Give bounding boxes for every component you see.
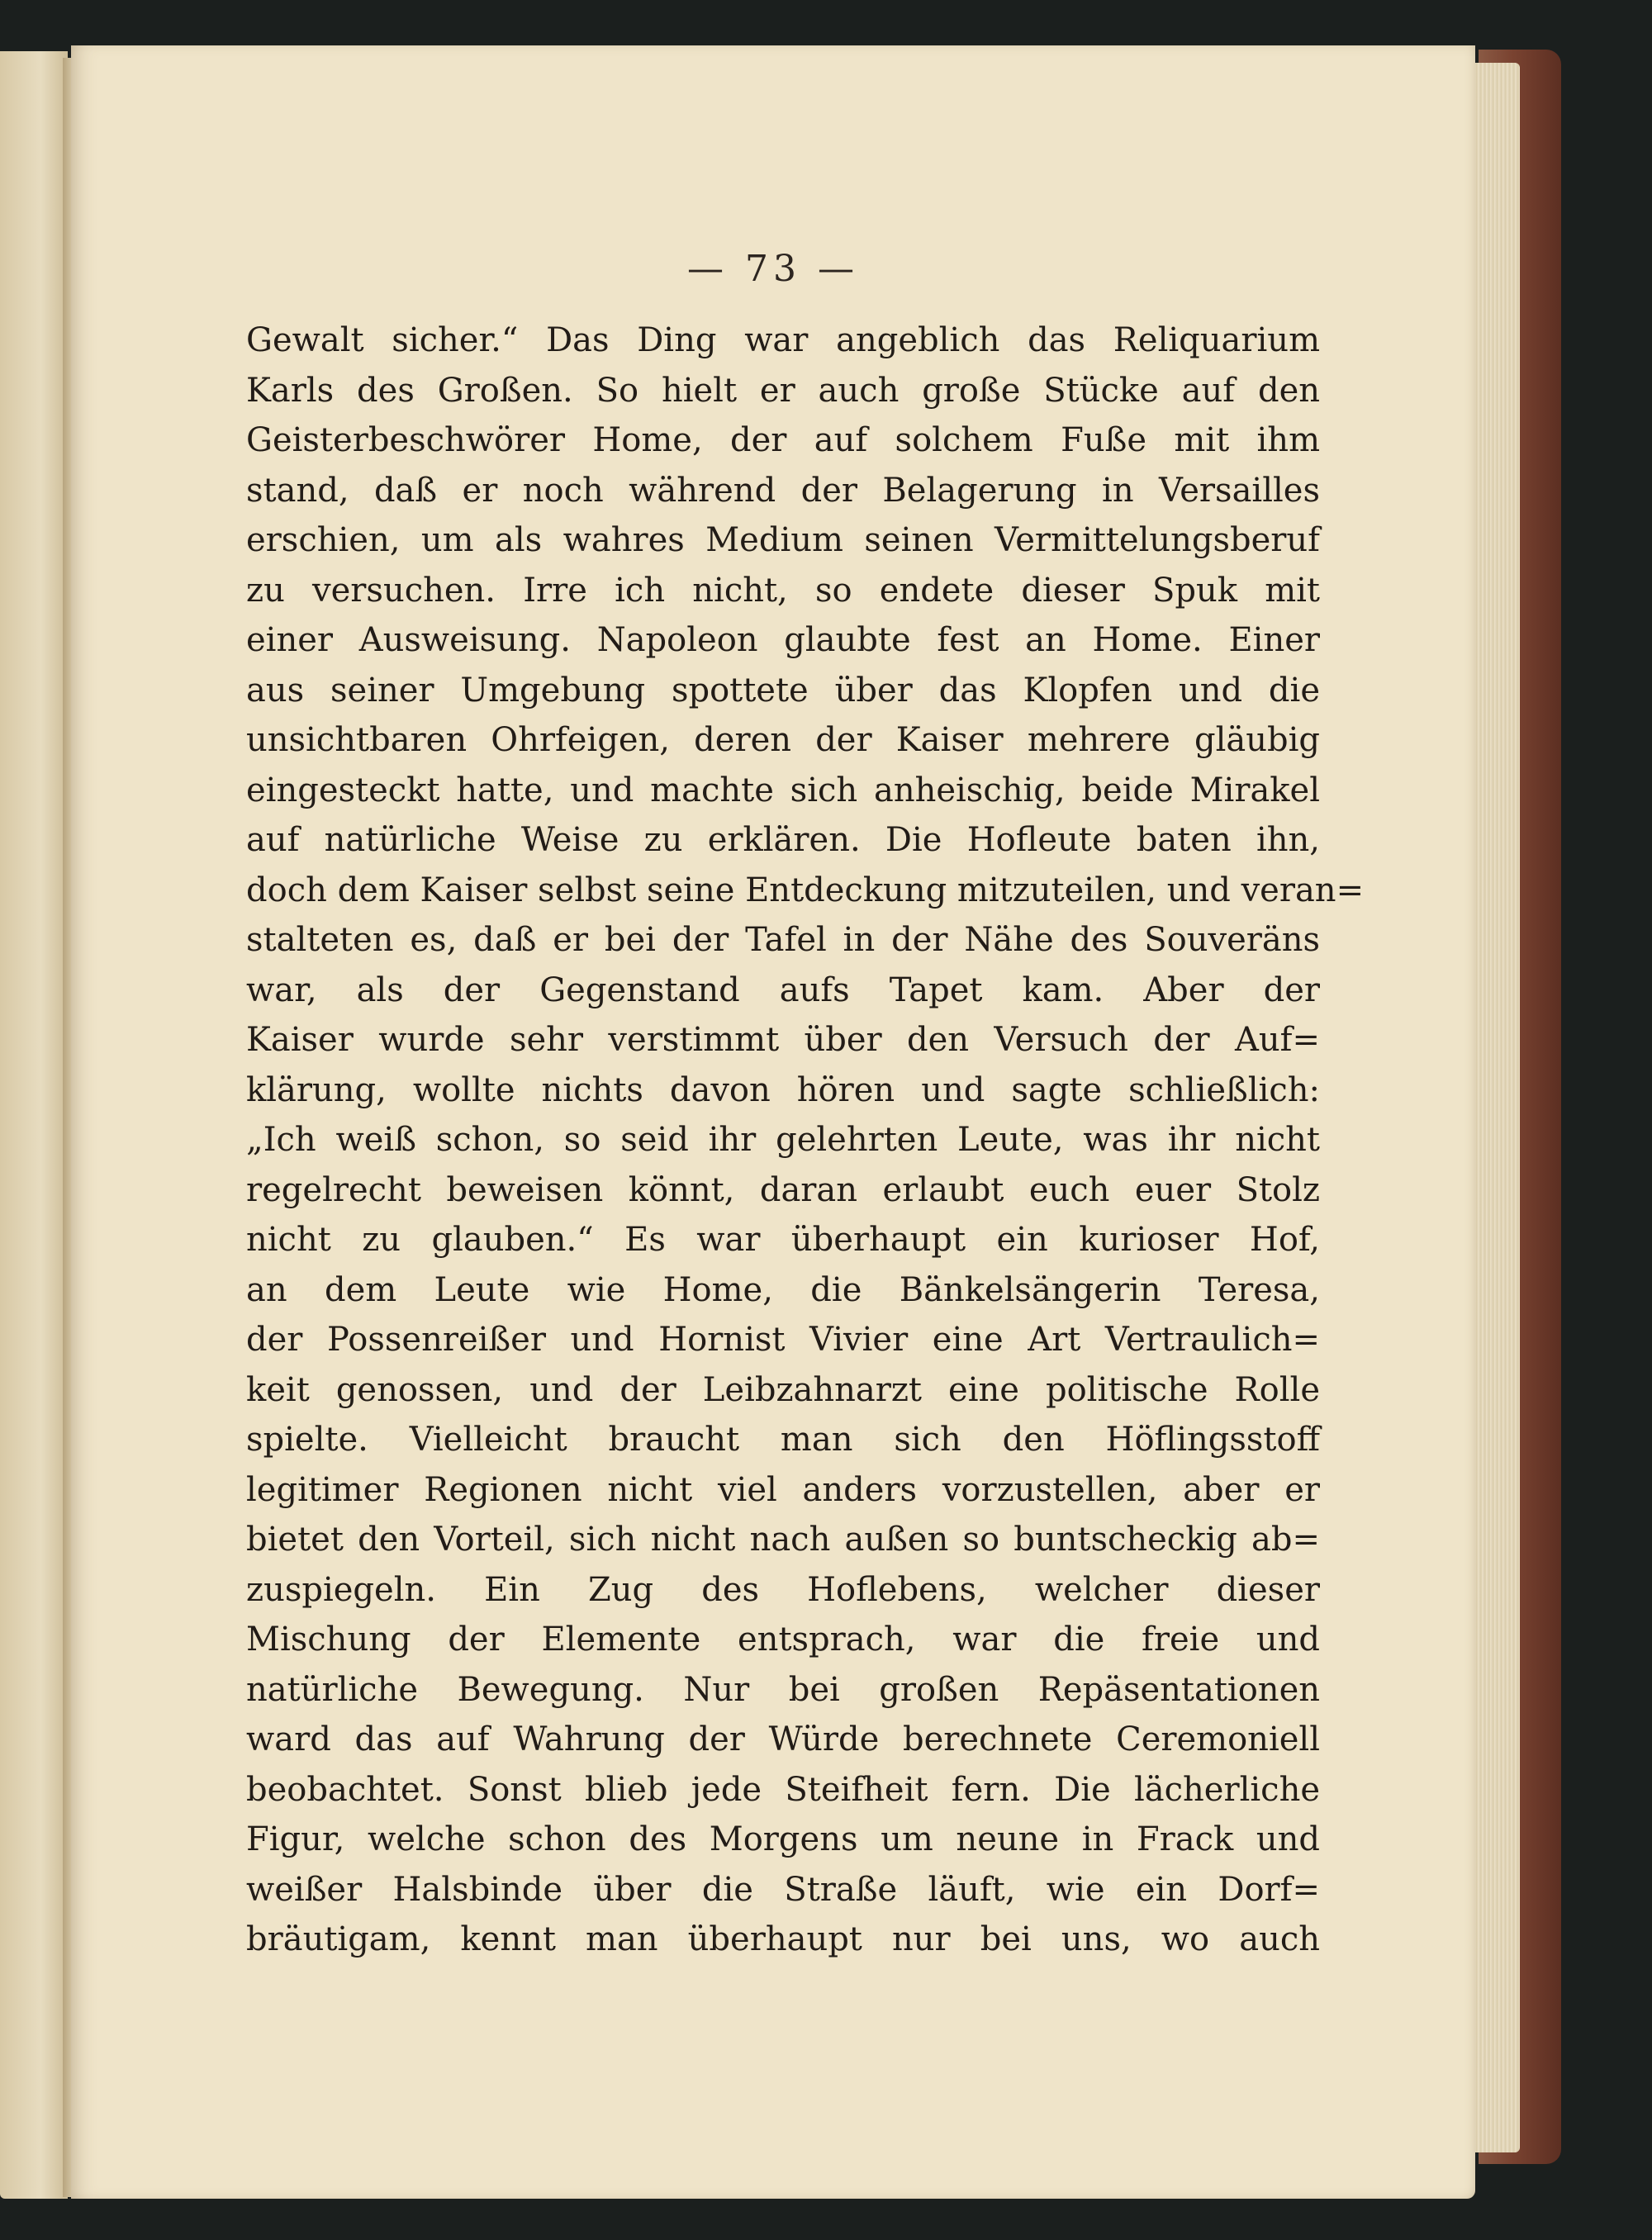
text-line: beobachtet. Sonst blieb jede Steifheit fern. Die lächerliche bbox=[246, 1770, 1320, 1809]
text-line: natürliche Bewegung. Nur bei großen Repäsentationen bbox=[246, 1670, 1320, 1709]
text-line: einer Ausweisung. Napoleon glaubte fest an Home. Einer bbox=[246, 621, 1320, 659]
text-line: legitimer Regionen nicht viel anders vorzustellen, aber er bbox=[246, 1470, 1320, 1509]
text-line: bietet den Vorteil, sich nicht nach außen so buntscheckig ab= bbox=[246, 1521, 1320, 1559]
text-line: der Possenreißer und Hornist Vivier eine Art Vertraulich= bbox=[246, 1321, 1320, 1359]
text-line: war, als der Gegenstand aufs Tapet kam. Aber der bbox=[246, 971, 1320, 1009]
text-line: Gewalt sicher.“ Das Ding war angeblich das Reliquarium bbox=[246, 321, 1320, 359]
text-line: nicht zu glauben.“ Es war überhaupt ein kurioser Hof, bbox=[246, 1221, 1320, 1259]
book-page bbox=[71, 45, 1475, 2199]
text-line: spielte. Vielleicht braucht man sich den Höflingsstoff bbox=[246, 1421, 1320, 1459]
left-page-edge bbox=[0, 51, 68, 2199]
text-line: eingesteckt hatte, und machte sich anheischig, beide Mirakel bbox=[246, 771, 1320, 809]
text-line: klärung, wollte nichts davon hören und sagte schließlich: bbox=[246, 1070, 1320, 1109]
text-line: weißer Halsbinde über die Straße läuft, wie ein Dorf= bbox=[246, 1870, 1320, 1909]
text-line: stand, daß er noch während der Belagerung in Versailles bbox=[246, 471, 1320, 510]
text-line: Karls des Großen. So hielt er auch große Stücke auf den bbox=[246, 371, 1320, 410]
text-line: Kaiser wurde sehr verstimmt über den Versuch der Auf= bbox=[246, 1021, 1320, 1059]
text-line: ward das auf Wahrung der Würde berechnete Ceremoniell bbox=[246, 1720, 1320, 1758]
body-text bbox=[246, 316, 1365, 1965]
text-line: Figur, welche schon des Morgens um neune in Frack und bbox=[246, 1820, 1320, 1858]
text-line: Mischung der Elemente entsprach, war die freie und bbox=[246, 1621, 1320, 1659]
text-line: keit genossen, und der Leibzahnarzt eine politische Rolle bbox=[246, 1370, 1320, 1409]
text-line: erschien, um als wahres Medium seinen Vermittelungsberuf bbox=[246, 521, 1320, 559]
text-line: auf natürliche Weise zu erklären. Die Hofleute baten ihn, bbox=[246, 821, 1320, 859]
text-line: regelrecht beweisen könnt, daran erlaubt euch euer Stolz bbox=[246, 1170, 1320, 1209]
text-line: zu versuchen. Irre ich nicht, so endete dieser Spuk mit bbox=[246, 571, 1320, 610]
text-line: Geisterbeschwörer Home, der auf solchem Fuße mit ihm bbox=[246, 421, 1320, 459]
text-line: „Ich weiß schon, so seid ihr gelehrten Leute, was ihr nicht bbox=[246, 1121, 1320, 1159]
text-line: aus seiner Umgebung spottete über das Klopfen und die bbox=[246, 671, 1320, 709]
text-line: an dem Leute wie Home, die Bänkelsängerin Teresa, bbox=[246, 1270, 1320, 1309]
text-line: bräutigam, kennt man überhaupt nur bei uns, wo auch bbox=[246, 1920, 1320, 1958]
page-number: — 73 — bbox=[687, 248, 859, 290]
text-line: zuspiegeln. Ein Zug des Hoflebens, welcher dieser bbox=[246, 1570, 1320, 1609]
text-line: doch dem Kaiser selbst seine Entdeckung mitzuteilen, und veran= bbox=[246, 871, 1365, 909]
text-line: stalteten es, daß er bei der Tafel in der Nähe des Souveräns bbox=[246, 921, 1320, 959]
text-line: unsichtbaren Ohrfeigen, deren der Kaiser mehrere gläubig bbox=[246, 721, 1320, 759]
